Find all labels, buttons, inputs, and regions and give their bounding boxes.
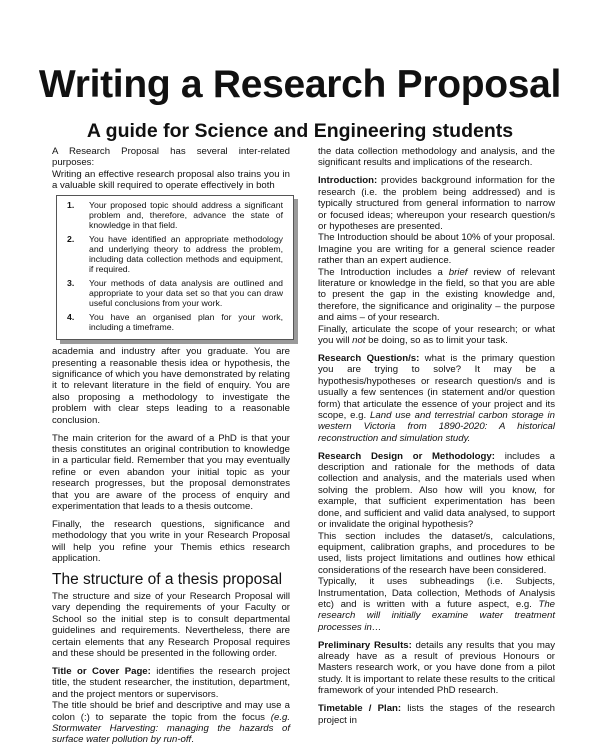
para-finally: Finally, the research questions, significance and methodology that you write in your Research Proposal will help you refine your Themis ethics research application.: [52, 518, 290, 565]
purpose-item: [57, 312, 283, 333]
research-questions-example: Land use and terrestrial carbon storage in western Victoria from 1890-2020: A historical reconstruction and simulation study.: [318, 409, 555, 444]
para-research-design-section: This section includes the dataset/s, calculations, equipment, calibration graphs, and procedures to be used, lists project limitations and outlines how ethical considerations of the research have been considered.: [318, 530, 555, 576]
introduction-text: provides background information for the research (i.e. the problem being addressed) and is typically structured from general information to narrow or focused ideas; whereupon your research question/s or hypotheses are presented.: [318, 175, 555, 232]
scope-text-a: Finally, articulate the scope of your research; or what you will: [318, 323, 555, 346]
para-structure: The structure and size of your Research Proposal will vary depending the requirements of your Faculty or School so the initial step is to consult departmental guidelines and requirements. Nevertheless, there are certain elements that any Research Proposal requires and these should be presented in the following order.: [52, 591, 290, 660]
item-text: You have an organised plan for your work, including a timeframe.: [89, 311, 283, 332]
item-text: You have identified an appropriate methodology and underlying theory to address the problem, including data collection methods and equipment, if required.: [89, 233, 283, 275]
typically-example: The research will initially examine water treatment processes in…: [318, 598, 555, 633]
para-introduction-length: The Introduction should be about 10% of your proposal. Imagine you are writing for a general science reader rather than an expert audience.: [318, 232, 555, 267]
left-column: [52, 146, 290, 746]
para-introduction: [318, 175, 555, 232]
includes-text-a: The Introduction includes a: [318, 266, 449, 278]
para-title-brief: [52, 700, 290, 746]
para-research-questions: [318, 353, 555, 444]
research-questions-text: what is the primary question you are trying to solve? It may be a hypothesis/hypotheses or research question/s and is usually a few sentences (in statement and/or question form) that articulate the essence of your project and its scope,: [318, 352, 555, 421]
intro-skill: Writing an effective research proposal also trains you in a valuable skill required to operate effectively in both: [52, 168, 290, 192]
typically-text: Typically, it uses subheadings (i.e. Subjects, Instrumentation, Data collection, Methods of Analysis etc) and is written with a future aspect,: [318, 576, 555, 610]
includes-text-b: review of relevant literature or knowledge in the field, so that you are able to present the gap in the existing knowledge and, therefore, the significance and originality – the purpose and aims – of your research.: [318, 266, 555, 324]
item-number: 3.: [67, 277, 75, 288]
para-scope: [318, 324, 555, 347]
includes-brief: brief: [448, 266, 468, 278]
item-text: Your methods of data analysis are outlined and appropriate to your data set so that you can draw useful conclusions from your work.: [89, 277, 283, 309]
para-research-design: [318, 451, 555, 531]
research-design-label: Research Design or Methodology:: [318, 450, 495, 462]
para-academia: academia and industry after you graduate. You are presenting a reasonable thesis idea or hypothesis, the significance of which you have demonstrated by relating it to relevant literature in the field of enquiry. You are also proposing a methodology to investigate the problem with clear steps leading to a reasonable conclusion.: [52, 346, 290, 426]
para-title-page: [52, 666, 290, 700]
para-timetable: [318, 703, 555, 726]
preliminary-results-label: Preliminary Results:: [318, 639, 412, 651]
para-introduction-includes: [318, 267, 555, 324]
introduction-label: Introduction:: [318, 175, 378, 187]
timetable-label: Timetable / Plan:: [318, 703, 402, 715]
scope-text-b: be doing, so as to limit your task.: [365, 335, 508, 346]
title-brief-text: The title should be brief and descriptive and may use a colon (:) to separate the topic from the focus: [52, 700, 290, 723]
para-research-design-typically: [318, 576, 555, 633]
research-design-text: includes a description and rationale for the methods of data collection and analysis, and the materials used when solving the problem. Also how will you know, for example, that sufficient experimentation has been done, and sufficient and valid data analysed, to support or invalidate the original hypothesis?: [318, 450, 555, 531]
item-number: 2.: [67, 233, 75, 244]
item-number: 1.: [67, 199, 75, 210]
title-example: (e.g. Stormwater Harvesting: managing the hazards of surface water pollution by run-off: [52, 711, 290, 746]
timetable-text: lists the stages of the research project in: [318, 703, 556, 726]
research-questions-label: Research Question/s:: [318, 352, 420, 364]
preliminary-results-text: details any results that you may already have as a result of previous Honours or Masters research work, or you have done from a pilot study. It is important to relate these results to the critical framework of your intended PhD research.: [318, 639, 556, 697]
purpose-item: [57, 200, 283, 231]
title-page-label: Title or Cover Page:: [52, 665, 151, 677]
scope-not: not: [352, 335, 366, 346]
title-brief-end: .: [191, 734, 194, 746]
purposes-box: [56, 195, 294, 341]
intro-purposes: A Research Proposal has several inter-related purposes:: [52, 146, 290, 169]
purpose-item: [57, 234, 283, 275]
para-criterion: The main criterion for the award of a PhD is that your thesis constitutes an original contribution to knowledge in a particular field. Remember that you may eventually refine or even abandon your initial topic as your research progresses, but the proposal demonstrates that you are aware of the process of enquiry and experimentation that leads to a thesis outcome.: [52, 432, 290, 512]
research-questions-eg: e.g.: [350, 409, 367, 421]
title-page-text: identifies the research project title, the student researcher, the institution, department, and the project mentors or supervisors.: [52, 665, 290, 700]
item-number: 4.: [67, 311, 75, 322]
section-heading-structure: The structure of a thesis proposal: [52, 571, 283, 588]
document-title: Writing a Research Proposal: [38, 63, 562, 106]
typically-eg: e.g.: [515, 598, 532, 610]
purposes-list: [57, 200, 283, 333]
item-text: Your proposed topic should address a significant problem and, therefore, advance the state of knowledge in that field.: [89, 199, 283, 231]
document-subtitle: A guide for Science and Engineering students: [86, 120, 514, 142]
para-continuation: the data collection methodology and analysis, and the significant results and implications of the research.: [318, 146, 555, 169]
para-preliminary-results: [318, 640, 555, 697]
purpose-item: [57, 278, 283, 309]
right-column: [318, 146, 555, 726]
